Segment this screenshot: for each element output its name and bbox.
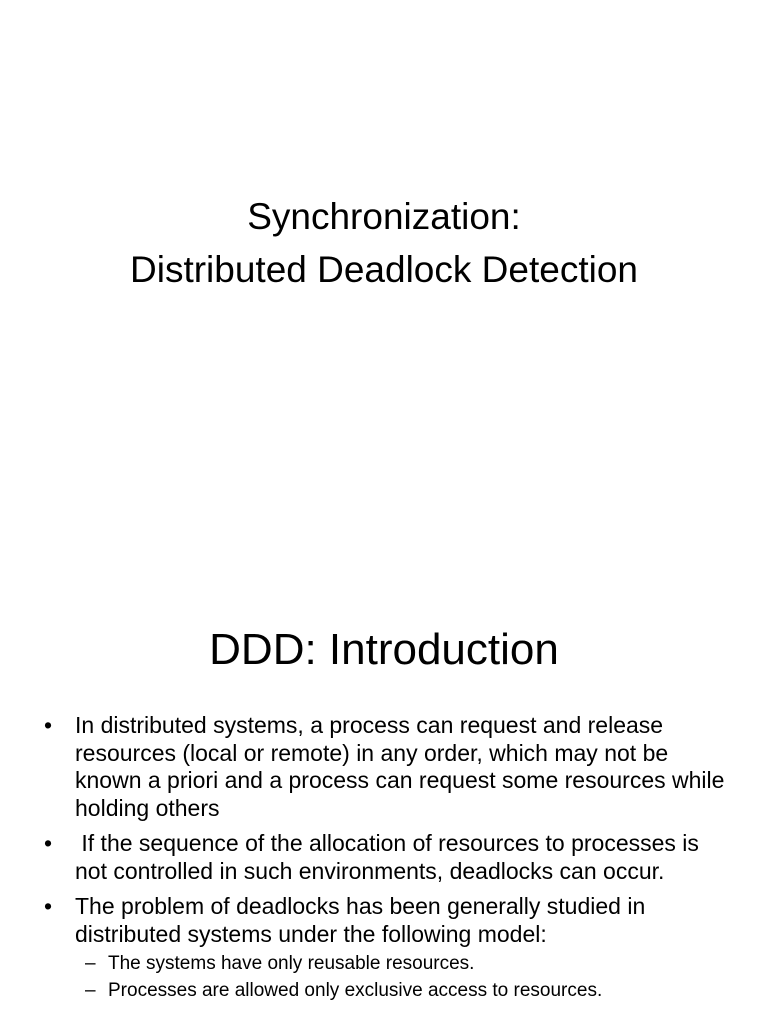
sub-bullet-text: Processes are allowed only exclusive access to resources.	[108, 980, 603, 1001]
bullet-item	[0, 893, 768, 1003]
sub-bullet-list	[75, 951, 728, 1003]
slide-heading: DDD: Introduction	[209, 625, 559, 674]
bullet-dot-icon: •	[44, 830, 53, 856]
bullet-item	[0, 712, 768, 822]
title-line-1: Synchronization:	[247, 196, 521, 237]
bullet-dot-icon: •	[44, 893, 53, 919]
bullet-item	[0, 830, 768, 885]
bullet-dot-icon: •	[44, 712, 53, 738]
bullet-text: If the sequence of the allocation of resources to processes is not controlled in such environments, deadlocks can occur.	[75, 830, 706, 884]
sub-bullet-text: The systems have only reusable resources.	[108, 953, 475, 974]
content-slide	[0, 576, 768, 1024]
sub-bullet-item	[75, 951, 728, 976]
bullet-text: The problem of deadlocks has been generally studied in distributed systems under the following model:	[75, 893, 646, 947]
dash-icon: –	[85, 980, 96, 1001]
slide-title	[0, 190, 768, 296]
title-line-2: Distributed Deadlock Detection	[130, 249, 638, 290]
bullet-text: In distributed systems, a process can request and release resources (local or remote) in any order, which may not be known a priori and a process can request some resources while holding others	[75, 712, 725, 821]
dash-icon: –	[85, 953, 96, 974]
bullet-list	[0, 712, 768, 1011]
sub-bullet-item	[75, 978, 728, 1003]
